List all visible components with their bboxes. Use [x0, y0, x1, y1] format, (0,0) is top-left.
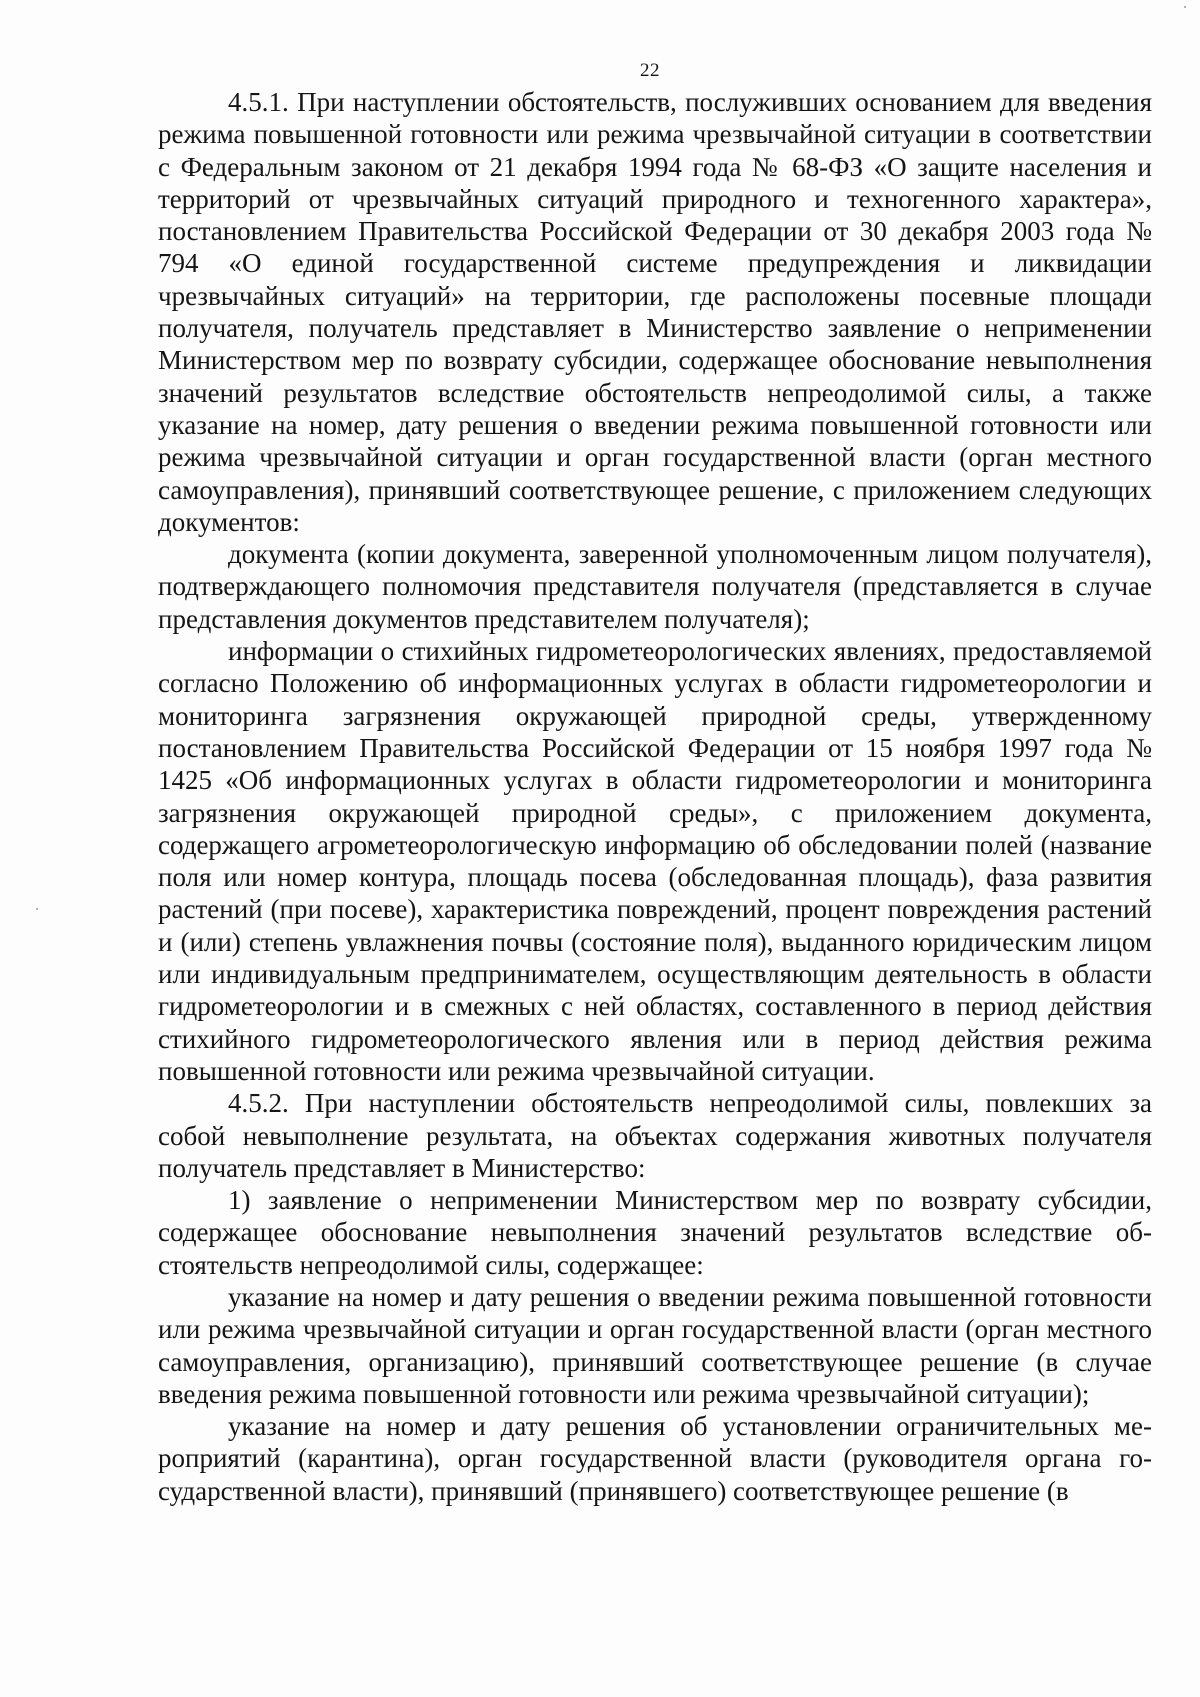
- paragraph-4-5-2: 4.5.2. При наступлении обстоятельств непреодолимой силы, повлекших за собой невыполнение результата, на объектах содержания животных получателя получатель представляет в Министерство:: [158, 1088, 1152, 1183]
- paragraph-hydrometeorological-info: информации о стихийных гидрометеорологических явлениях, предоставляемой согласно Положению об информационных услугах в области гидрометеорологии и мониторинга загрязнения окружающей природной среды, утвержденному постановлением Правительства Российской Федерации от 15 ноября 1997 года № 1425 «Об информационных услугах в области гидрометеорологии и мониторинга загрязнения окружающей природной среды», с приложением документа, содержащего агрометеорологическую информацию об обследовании полей (название поля или номер контура, площадь посева (обследованная площадь), фаза развития растений (при посеве), характеристика повреждений, процент повреждения растений и (или) степень увлажнения почвы (состояние поля), выданного юридическим лицом или индивидуальным предпринимателем, осуществляющим деятельность в области гидрометеорологии и в смежных с ней областях, составленного в период действия стихийного гидрометеорологического явления или в период действия режима повышенной готовности или режима чрезвычайной ситуации.: [158, 636, 1152, 1086]
- page-number: 22: [640, 60, 660, 81]
- paragraph-emergency-decision: указание на номер и дату решения о введении режима повышенной готовности или режима чрезвычайной ситуации и орган государственной власти (орган местного самоуправления, организацию), принявший соответствующее решение (в случае введения режима повышенной готовности или режима чрезвычайной ситуации);: [158, 1281, 1152, 1409]
- document-body: [158, 86, 1152, 1507]
- scan-speck: [36, 908, 38, 910]
- paragraph-item-1: 1) заявление о неприменении Министерством мер по возврату субсидии, содержащее обоснование невыполнения значений результатов вследствие обстоятельств непреодолимой силы, содержащее:: [158, 1185, 1152, 1280]
- scan-speck: [1184, 6, 1186, 8]
- paragraph-quarantine-decision: указание на номер и дату решения об установлении ограничительных мероприятий (карантина), орган государственной власти (руководителя органа государственной власти), принявший (принявшего) соответствующее решение (в: [158, 1411, 1152, 1506]
- paragraph-representative-document: документа (копии документа, заверенной уполномоченным лицом получателя), подтверждающего полномочия представителя получателя (представляется в случае представления документов представителем получателя);: [158, 539, 1152, 634]
- paragraph-4-5-1: 4.5.1. При наступлении обстоятельств, послуживших основанием для введения режима повышенной готовности или режима чрезвычайной ситуации в соответствии с Федеральным законом от 21 декабря 1994 года № 68-ФЗ «О защите населения и территорий от чрезвычайных ситуаций природного и техногенного характера», постановлением Правительства Российской Федерации от 30 декабря 2003 года № 794 «О единой государственной системе предупреждения и ликвидации чрезвычайных ситуаций» на территории, где расположены посевные площади получателя, получатель представляет в Министерство заявление о неприменении Министерством мер по возврату субсидии, содержащее обоснование невыполнения значений результатов вследствие обстоятельств непреодолимой силы, а также указание на номер, дату решения о введении режима повышенной готовности или режима чрезвычайной ситуации и орган государственной власти (орган местного самоуправления), принявший соответствующее решение, с приложением следующих документов:: [158, 87, 1152, 537]
